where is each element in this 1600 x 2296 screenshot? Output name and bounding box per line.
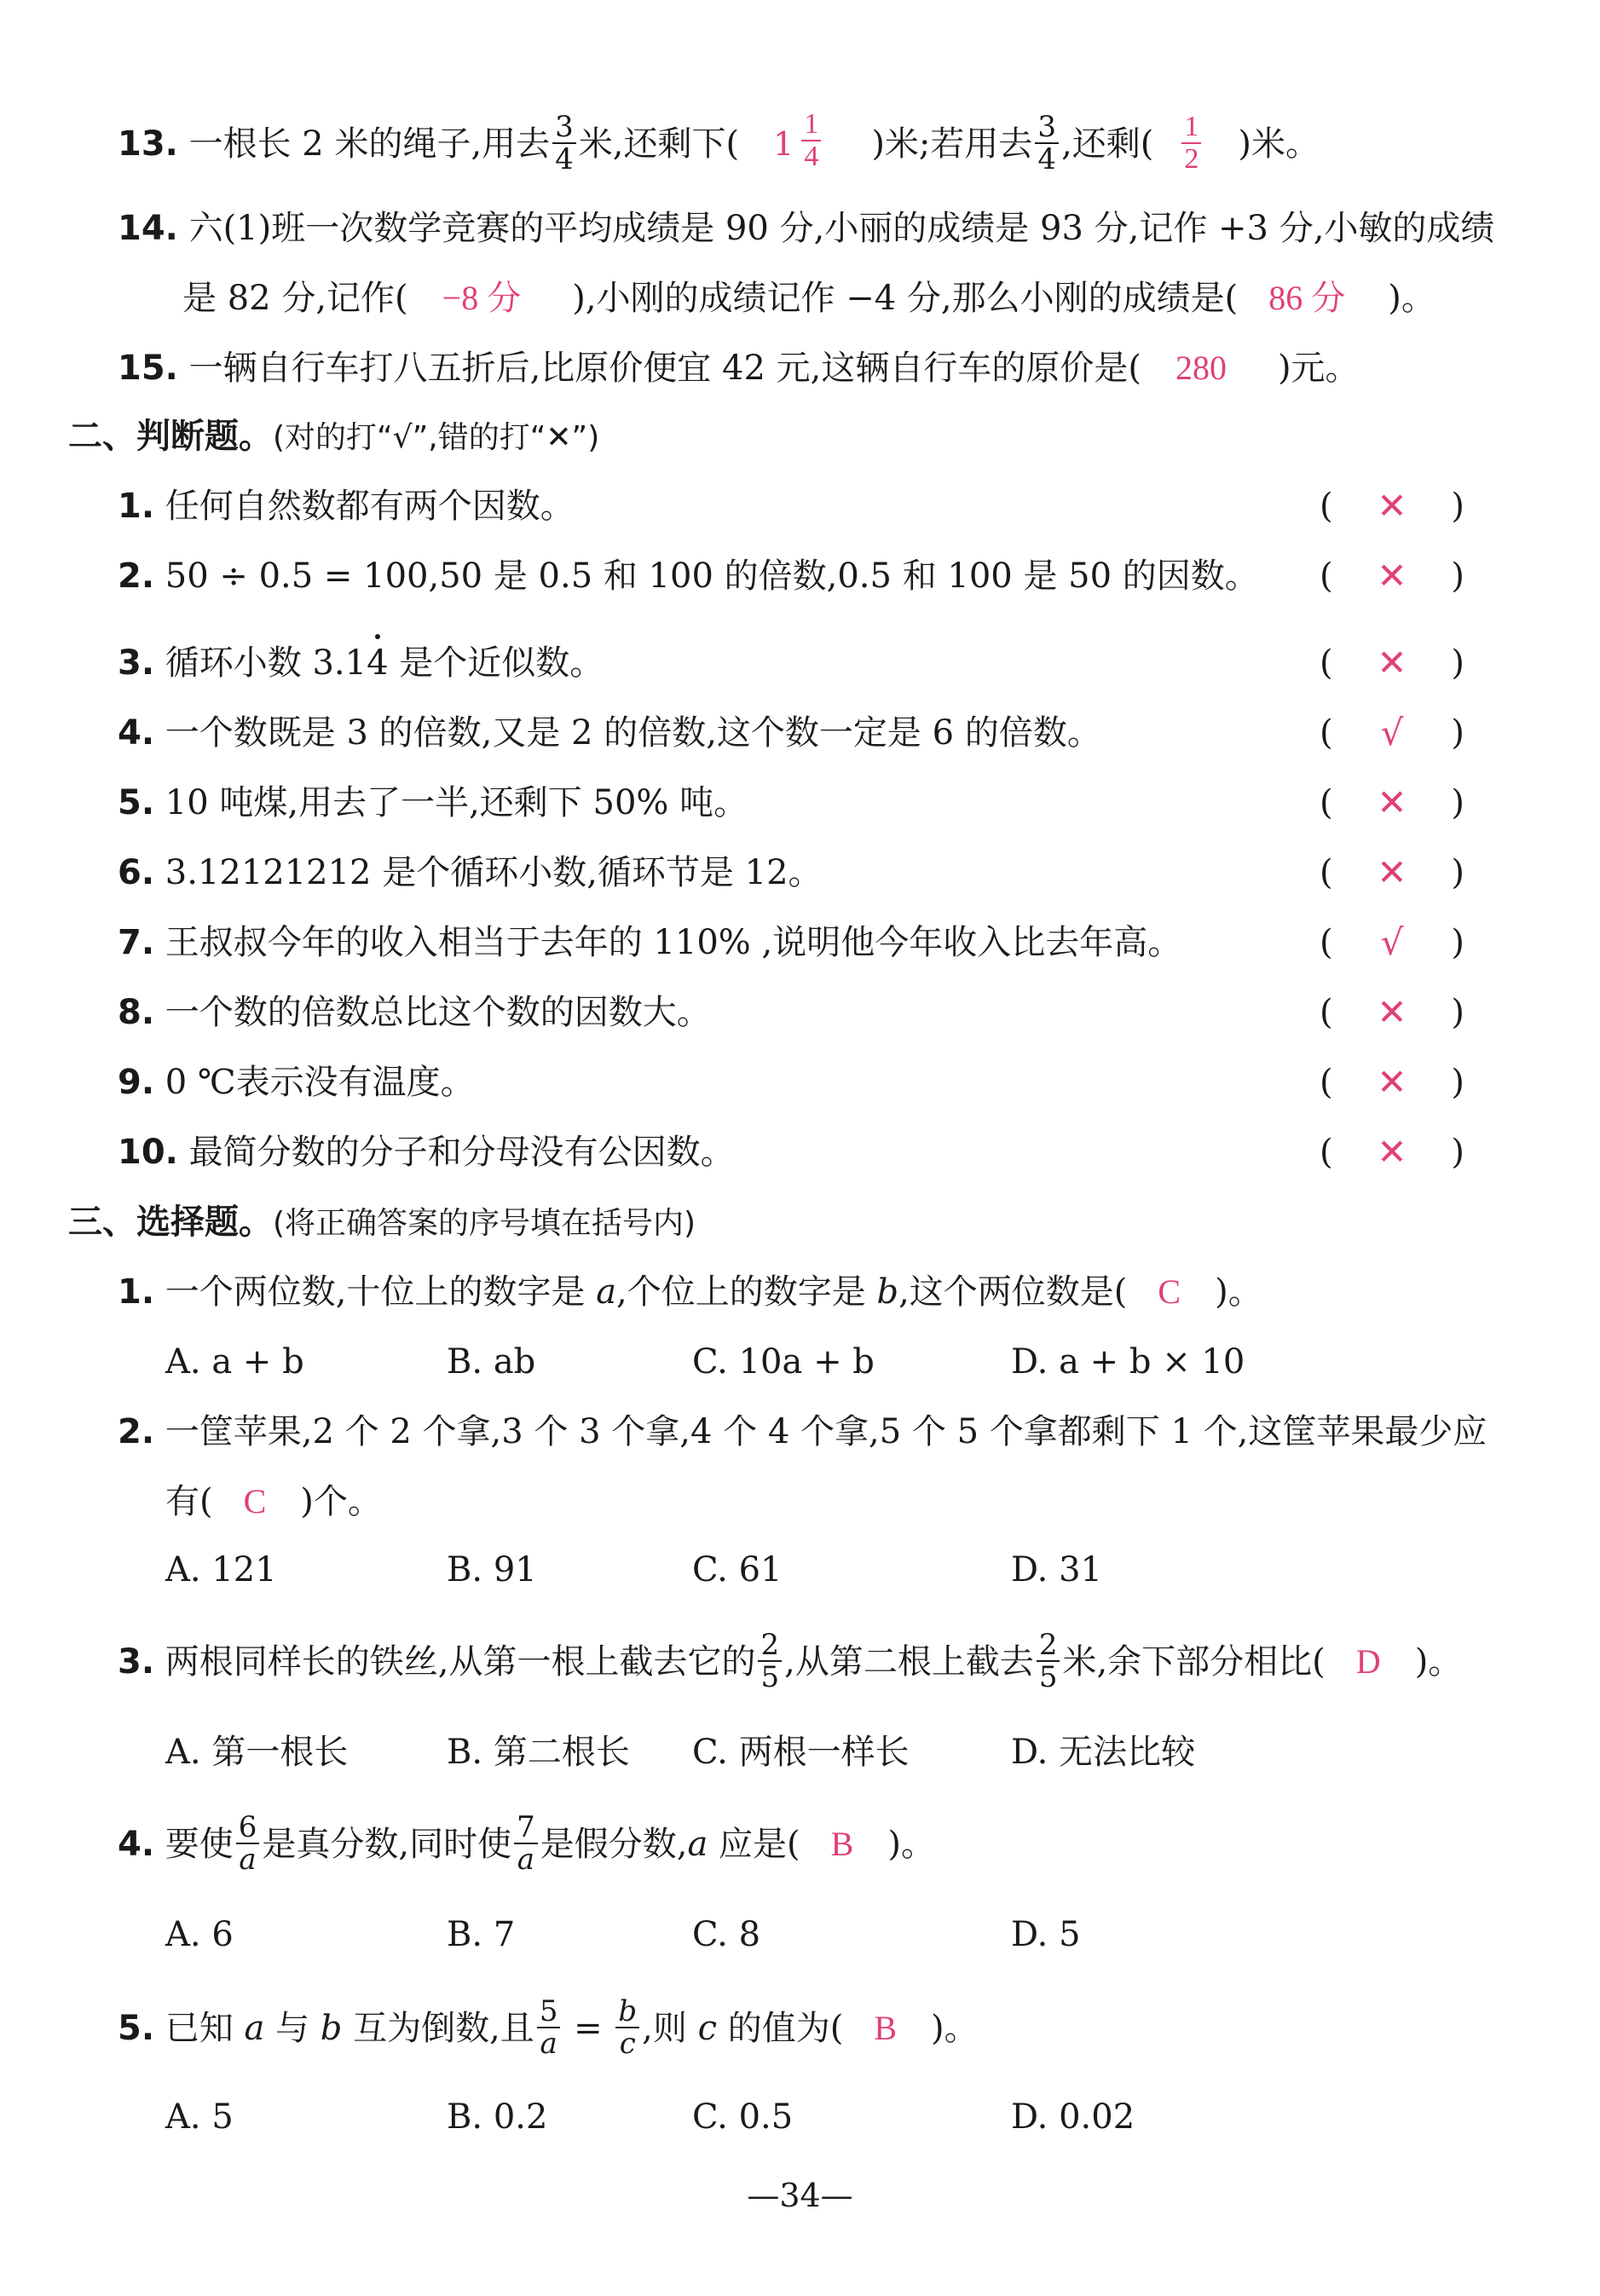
answer-choice-4: B (830, 1825, 854, 1863)
option-b: B. 91 (447, 1550, 537, 1589)
judge-answer-box: ( ✕ ) (1320, 1128, 1464, 1176)
option-a: A. 6 (165, 1915, 234, 1954)
page-number: —34— (747, 2177, 853, 2214)
answer-q15: 280 (1175, 349, 1227, 387)
option-a: A. 5 (165, 2097, 234, 2137)
option-a: A. a + b (165, 1342, 304, 1382)
answer-choice-5: B (874, 2009, 898, 2047)
question-number: 15. (118, 349, 178, 388)
answer-q14-2: 86 分 (1268, 279, 1346, 317)
check-mark: √ (1380, 712, 1404, 753)
cross-mark: ✕ (1377, 851, 1407, 893)
option-c: C. 0.5 (692, 2097, 794, 2137)
judge-answer-box: ( √ ) (1320, 709, 1464, 757)
fraction: $\frac{3}{4}$ (552, 112, 576, 175)
answer-choice-2: C (243, 1482, 267, 1520)
cross-mark: ✕ (1377, 1061, 1407, 1103)
answer-q13-2: $\frac{1}{2}$ (1181, 112, 1201, 175)
option-d: D. 31 (1011, 1550, 1102, 1589)
option-a: A. 第一根长 (165, 1733, 349, 1772)
option-c: C. 10a + b (692, 1342, 875, 1382)
question-number: 14. (118, 209, 178, 248)
judge-answer-box: ( ✕ ) (1320, 1059, 1464, 1106)
repeating-digit: 4 (367, 639, 388, 687)
section-instruction: (对的打“√”,错的打“✕”) (273, 420, 600, 455)
question-number: 13. (118, 124, 178, 164)
answer-q13-1: 1 $\frac{1}{4}$ (773, 112, 823, 176)
answer-q14-1: −8 分 (442, 279, 522, 317)
answer-choice-3: D (1355, 1642, 1381, 1681)
option-a: A. 121 (165, 1550, 277, 1589)
judge-answer-box: ( ✕ ) (1320, 849, 1464, 897)
option-c: C. 61 (692, 1550, 783, 1589)
cross-mark: ✕ (1377, 782, 1407, 823)
fraction: $\frac{2}{5}$ (758, 1630, 782, 1693)
judge-answer-box: ( √ ) (1320, 919, 1464, 966)
worksheet-page: 13. 一根长 2 米的绳子,用去 $\frac{3}{4}$ 米,还剩下( 1 $\frac{1}{4}$ )米;若用去 $\frac{3}{4}$ ,还剩( $\frac{1}{2}$ )米。 14. 六(1)班一次数学竞赛的平均成绩是 90 分,小丽的成绩是 93 分,记作 +3 分,小敏的成绩 是 82 分,记作( −8 分 ),小刚的成绩记作 −4 分,那么小刚的成绩是( 86 分 )。 15. 一辆自行车打八五折后,比原价便宜 42 元,这辆自行车的原价是( 280 )元。 二、判断题。(对的打“√”,错的打“✕”) 1. 任何自然数都有两个因数。 ( ✕ ) 2. 50 ÷ 0.5 = 100,50 是 0.5 和 100 的倍数,0.5 和 100 是 50 的因数。 ( ✕ ) 3. 循环小数 3.14 是个近似数。 ( ✕ ) 4. 一个数既是 3 的倍数,又是 2 的倍数,这个数一定是 6 的倍数。 ( √ ) 5. 10 吨煤,用去了一半,还剩下 50% 吨。 ( ✕ ) 6. 3.12121212 是个循环小数,循环节是 12。 ( ✕ ) 7. 王叔叔今年的收入相当于去年的 110% ,说明他今年收入比去年高。 ( √ ) 8. 一个数的倍数总比这个数的因数大。 ( ✕ ) 9. 0 ℃表示没有温度。 ( ✕ ) 10. 最简分数的分子和分母没有公因数。 ( ✕ ) 三、选择题。(将正确答案的序号填在括号内) 1. 一个两位数,十位上的数字是 a,个位上的数字是 b,这个两位数是( C )。 A. a + b B. ab C. 10a + b D. a + b × 10 2. 一筐苹果,2 个 2 个拿,3 个 3 个拿,4 个 4 个拿,5 个 5 个拿都剩下 1 个,这筐苹果最少应 有( C )个。 A. 121 B. 91 C. 61 D. 31 3. 两根同样长的铁丝,从第一根上截去它的 $\frac{2}{5}$ ,从第二根上截去 $\frac{2}{5}$ 米,余下部分相比( D )。 A. 第一根长 B. 第二根长 C. 两根一样长 D. 无法比较 4. 要使 $\frac{6}{a}$ 是真分数,同时使 $\frac{7}{a}$ 是假分数,a 应是( B )。 A. 6 B. 7 C. 8 D. 5 5. 已知 a 与 b 互为倒数,且 $\frac{5}{a}$ = $\frac{b}{c}$ ,则 c 的值为( B )。 A. 5 B. 0.2 C. 0.5 D. 0.02 —34— (0, 0, 1600, 2296)
option-b: B. 第二根长 (447, 1733, 630, 1772)
option-d: D. 无法比较 (1011, 1733, 1196, 1772)
option-d: D. a + b × 10 (1011, 1342, 1245, 1382)
judge-answer-box: ( ✕ ) (1320, 482, 1464, 530)
fraction: $\frac{2}{5}$ (1037, 1630, 1060, 1693)
check-mark: √ (1380, 921, 1404, 963)
option-b: B. 7 (447, 1915, 516, 1954)
fraction: $\frac{b}{c}$ (615, 1996, 639, 2059)
section-title: 二、判断题。 (68, 417, 273, 456)
cross-mark: ✕ (1377, 485, 1407, 527)
cross-mark: ✕ (1377, 555, 1407, 597)
judge-answer-box: ( ✕ ) (1320, 989, 1464, 1036)
fraction: $\frac{6}{a}$ (236, 1812, 260, 1875)
cross-mark: ✕ (1377, 642, 1407, 684)
option-b: B. 0.2 (447, 2097, 548, 2137)
option-c: C. 两根一样长 (692, 1733, 910, 1772)
judge-answer-box: ( ✕ ) (1320, 639, 1464, 687)
fraction: $\frac{5}{a}$ (537, 1996, 561, 2059)
section-instruction: (将正确答案的序号填在括号内) (273, 1206, 696, 1241)
cross-mark: ✕ (1377, 1131, 1407, 1173)
option-d: D. 5 (1011, 1915, 1081, 1954)
option-b: B. ab (447, 1342, 536, 1382)
judge-answer-box: ( ✕ ) (1320, 552, 1464, 600)
option-d: D. 0.02 (1011, 2097, 1135, 2137)
cross-mark: ✕ (1377, 991, 1407, 1033)
section-title: 三、选择题。 (68, 1203, 273, 1242)
fraction: $\frac{3}{4}$ (1035, 112, 1059, 175)
judge-answer-box: ( ✕ ) (1320, 779, 1464, 827)
answer-choice-1: C (1158, 1272, 1181, 1311)
fraction: $\frac{7}{a}$ (514, 1812, 538, 1875)
option-c: C. 8 (692, 1915, 761, 1954)
